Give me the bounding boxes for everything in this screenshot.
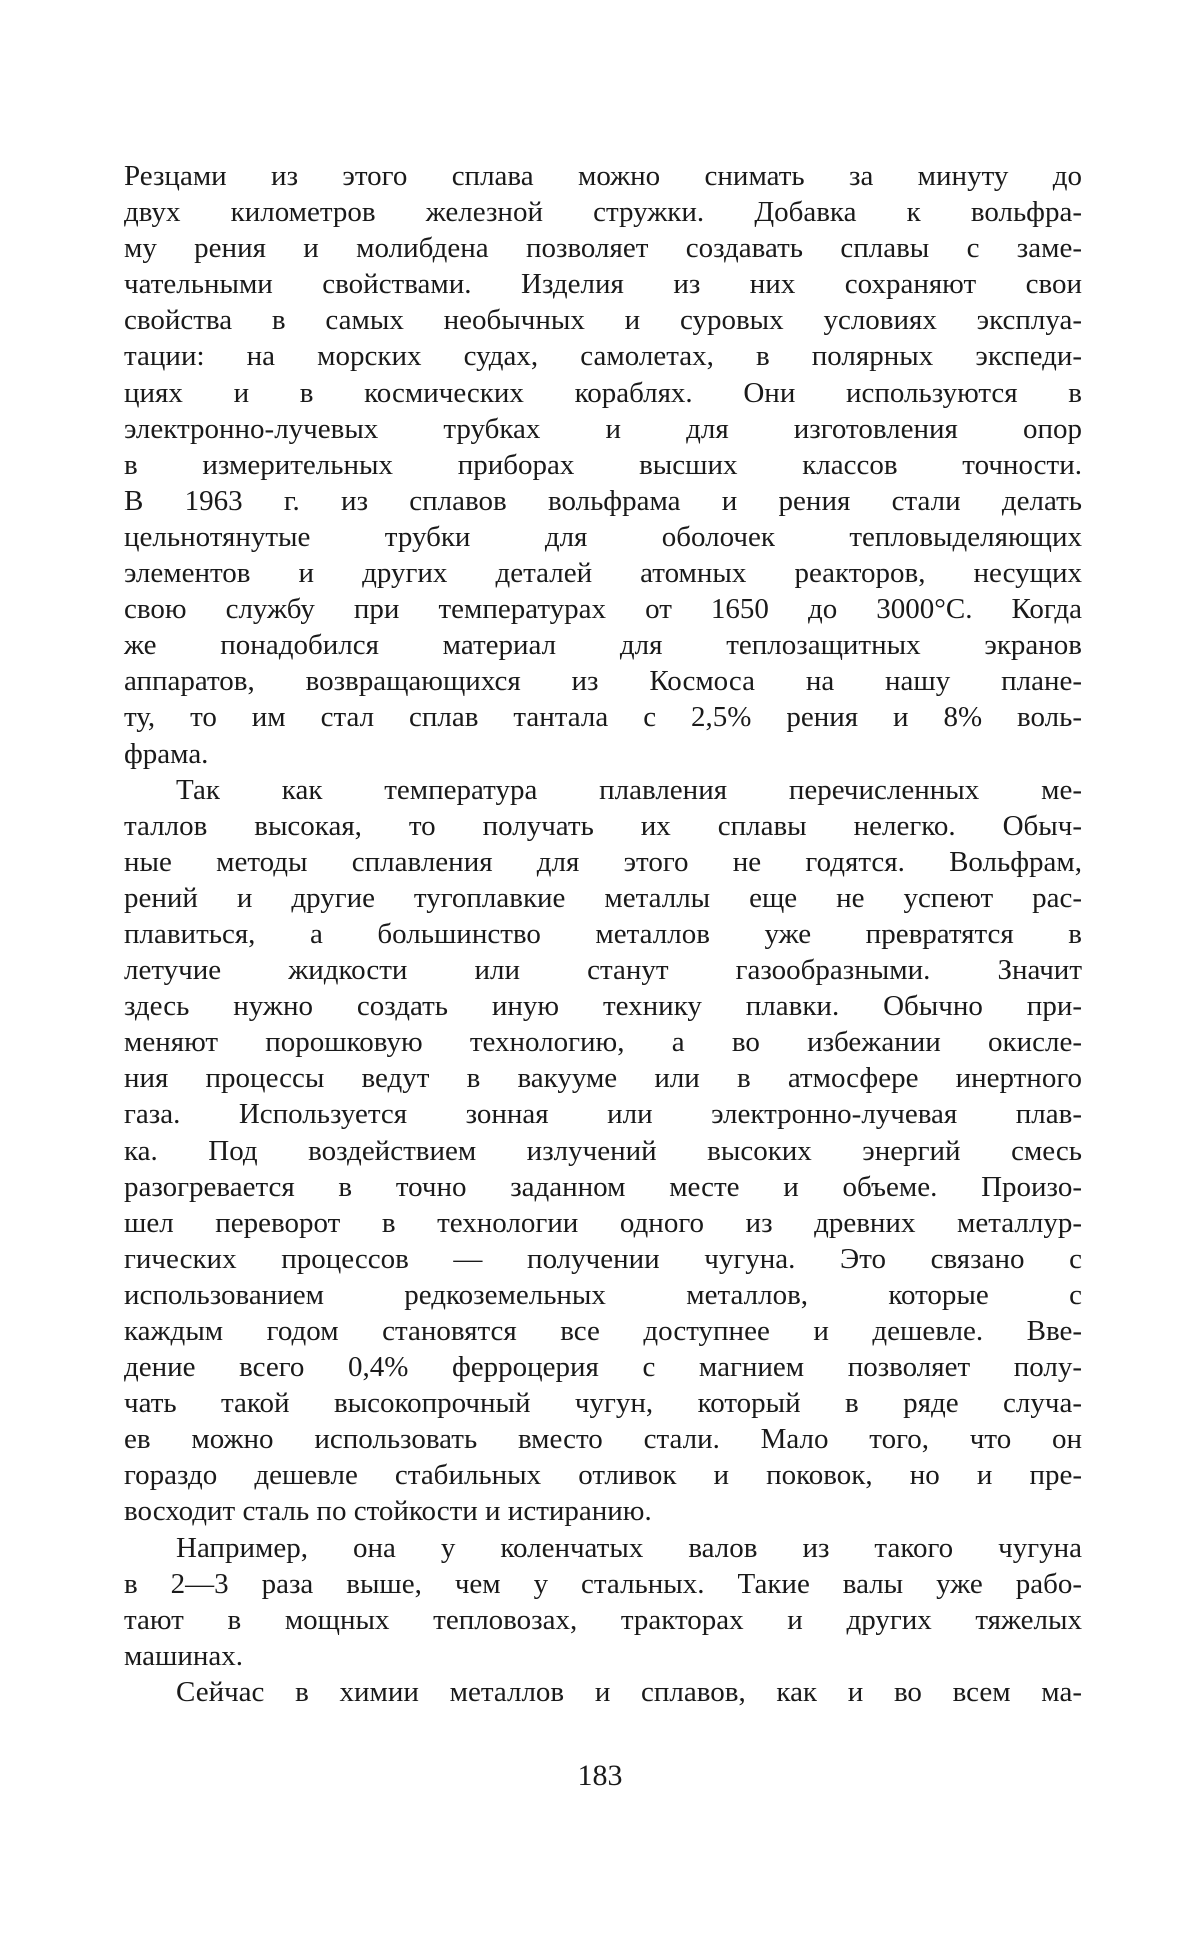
text-line: тают в мощных тепловозах, тракторах и других тяжелых: [124, 1603, 1082, 1636]
text-line: Резцами из этого сплава можно снимать за минуту до: [124, 160, 1082, 192]
paragraph-first-line: Например, она у коленчатых валов из такого чугуна: [176, 1531, 1082, 1564]
page-number: 183: [577, 1759, 623, 1792]
text-line: использованием редкоземельных металлов, которые с: [124, 1278, 1082, 1311]
text-line: ка. Под воздействием излучений высоких энергий смесь: [124, 1134, 1082, 1167]
text-line: гораздо дешевле стабильных отливок и поковок, но и пре-: [124, 1459, 1082, 1492]
text-line: рений и другие тугоплавкие металлы еще не успеют рас-: [124, 881, 1082, 914]
text-line: таллов высокая, то получать их сплавы нелегко. Обыч-: [124, 809, 1082, 842]
text-line: ев можно использовать вместо стали. Мало того, что он: [124, 1423, 1082, 1456]
text-line: чать такой высокопрочный чугун, который в ряде случа-: [124, 1387, 1082, 1420]
text-line: в 2—3 раза выше, чем у стальных. Такие валы уже рабо-: [124, 1567, 1082, 1600]
text-line: свойства в самых необычных и суровых условиях эксплуа-: [124, 304, 1082, 337]
text-line: каждым годом становятся все доступнее и дешевле. Вве-: [124, 1315, 1082, 1347]
paragraph-first-line: Так как температура плавления перечисленных ме-: [176, 773, 1082, 806]
text-line: машинах.: [124, 1639, 244, 1672]
text-line: же понадобился материал для теплозащитных экранов: [124, 629, 1082, 662]
text-line: циях и в космических кораблях. Они используются в: [124, 376, 1082, 409]
text-line: шел переворот в технологии одного из древних металлур-: [124, 1206, 1082, 1239]
text-line: цельнотянутые трубки для оболочек тепловыделяющих: [124, 520, 1082, 553]
text-line: аппаратов, возвращающихся из Космоса на нашу плане-: [124, 665, 1082, 698]
text-line: электронно-лучевых трубках и для изготовления опор: [124, 412, 1082, 445]
text-line: разогревается в точно заданном месте и объеме. Произо-: [124, 1170, 1082, 1203]
text-line: ту, то им стал сплав тантала с 2,5% рения и 8% воль-: [124, 701, 1082, 734]
text-line: свою службу при температурах от 1650 до 3000°С. Когда: [124, 593, 1082, 626]
paragraph-first-line: Сейчас в химии металлов и сплавов, как и во всем ма-: [176, 1675, 1082, 1708]
text-line: дение всего 0,4% ферроцерия с магнием позволяет полу-: [124, 1351, 1082, 1384]
text-line: ния процессы ведут в вакууме или в атмосфере инертного: [124, 1062, 1082, 1095]
text-line: гических процессов — получении чугуна. Это связано с: [124, 1242, 1082, 1275]
text-line: в измерительных приборах высших классов точности.: [124, 448, 1082, 481]
text-line: фрама.: [124, 737, 209, 770]
text-line: В 1963 г. из сплавов вольфрама и рения стали делать: [124, 484, 1082, 517]
text-line: восходит сталь по стойкости и истиранию.: [124, 1495, 652, 1528]
text-line: чательными свойствами. Изделия из них сохраняют свои: [124, 268, 1082, 301]
text-line: тации: на морских судах, самолетах, в полярных экспеди-: [124, 340, 1082, 373]
text-line: му рения и молибдена позволяет создавать сплавы с заме-: [124, 232, 1082, 265]
text-line: плавиться, а большинство металлов уже превратятся в: [124, 917, 1082, 950]
text-line: здесь нужно создать иную технику плавки. Обычно при-: [124, 990, 1082, 1023]
text-line: летучие жидкости или станут газообразными. Значит: [124, 954, 1082, 987]
text-line: газа. Используется зонная или электронно-лучевая плав-: [124, 1098, 1082, 1131]
body-text: [124, 158, 1082, 1710]
text-line: меняют порошковую технологию, а во избежании окисле-: [124, 1026, 1082, 1059]
text-line: элементов и других деталей атомных реакторов, несущих: [124, 557, 1082, 590]
text-line: ные методы сплавления для этого не годятся. Вольфрам,: [124, 845, 1082, 878]
text-line: двух километров железной стружки. Добавка к вольфра-: [124, 196, 1082, 229]
